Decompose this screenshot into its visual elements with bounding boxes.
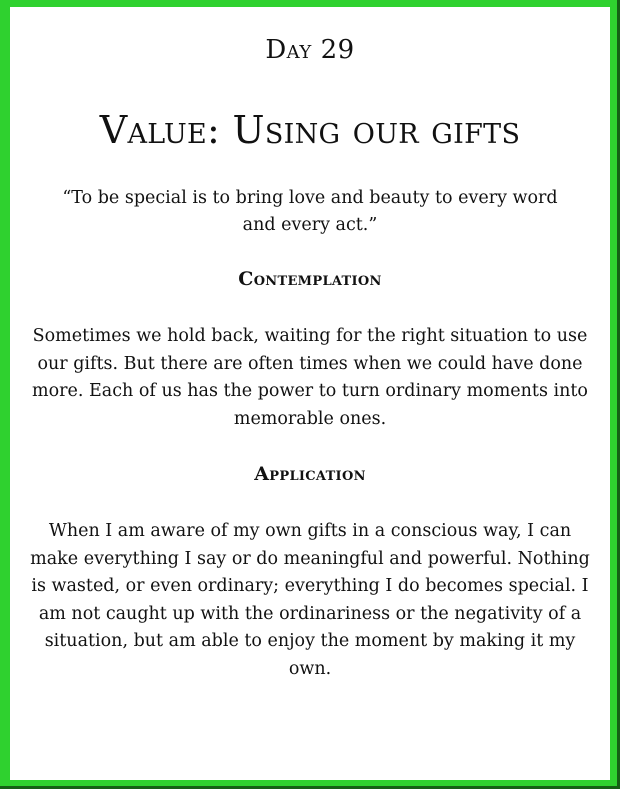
application-heading: Application [254,463,366,485]
contemplation-text: Sometimes we hold back, waiting for the right situation to use our gifts. But there are often times when we could have done more. Each of us has the power to turn ordinary moments into memorable ones. [32,326,588,429]
page-title: Value: Using our gifts [99,108,521,152]
document-page [10,7,610,780]
day-label: Day 29 [265,35,355,65]
quote: “To be special is to bring love and beauty to every word and every act.” [62,188,558,235]
contemplation-heading: Contemplation [238,268,382,290]
application-text: When I am aware of my own gifts in a conscious way, I can make everything I say or do meaningful and powerful. Nothing is wasted, or even ordinary; everything I do becomes special. I am not caught up with the ordinariness or the negativity of a situation, but am able to enjoy the moment by making it my own. [30,521,590,679]
